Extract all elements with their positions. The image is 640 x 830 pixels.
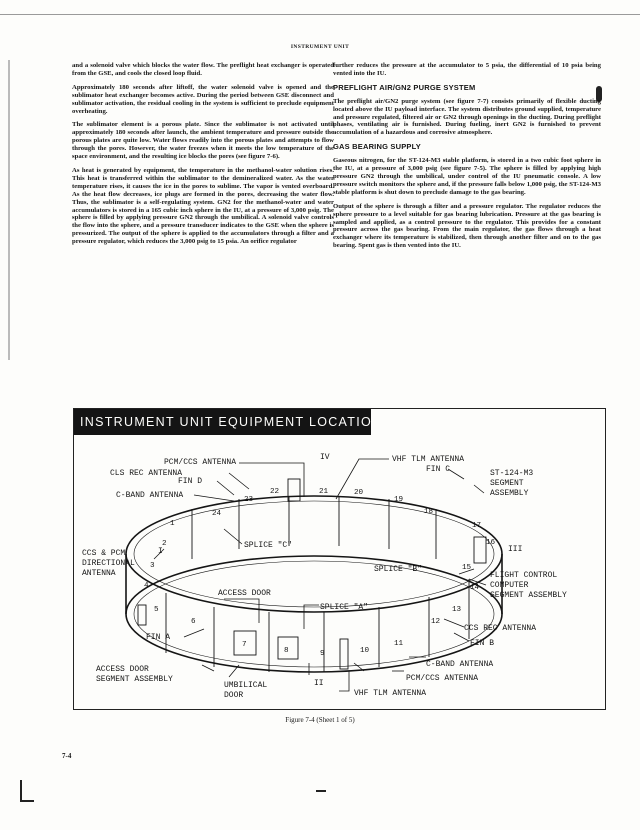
figure-banner: INSTRUMENT UNIT EQUIPMENT LOCATIONS [74, 409, 371, 435]
label-splice-b: SPLICE "B" [374, 565, 423, 574]
right-column [333, 62, 601, 256]
label-splice-a: SPLICE "A" [320, 603, 369, 612]
segment-number: 17 [472, 522, 482, 530]
segment-number: 8 [284, 647, 289, 655]
label-roman-iv: IV [320, 453, 330, 462]
segment-number: 15 [462, 564, 472, 572]
label-ccs-rec-antenna: CCS REC ANTENNA [464, 624, 537, 633]
segment-number: 24 [212, 510, 222, 518]
segment-number: 21 [319, 488, 329, 496]
segment-number: 7 [242, 641, 247, 649]
figure-caption: Figure 7-4 (Sheet 1 of 5) [285, 716, 355, 724]
label-roman-i: I [158, 547, 163, 556]
label-ccs-pcm-line3: ANTENNA [82, 569, 116, 578]
segment-number: 11 [394, 640, 404, 648]
paragraph: and a solenoid valve which blocks the water flow. The preflight heat exchanger is operated from the GSE, and cools the closed loop fluid. [72, 62, 334, 77]
segment-number: 10 [360, 647, 370, 655]
label-st124-line2: SEGMENT [490, 479, 524, 488]
label-flight-control-line1: FLIGHT CONTROL [490, 571, 558, 580]
segment-number: 23 [244, 496, 254, 504]
label-roman-ii: II [314, 679, 324, 688]
segment-number: 3 [150, 562, 155, 570]
label-ccs-pcm-line2: DIRECTIONAL [82, 559, 135, 568]
paragraph: further reduces the pressure at the accumulator to 5 psia, the differential of 10 psia being vented into the IU. [333, 62, 601, 77]
ring-inner-bottom [134, 561, 494, 667]
scan-corner-mark-2 [20, 800, 34, 802]
label-st124-line3: ASSEMBLY [490, 489, 529, 498]
paragraph: Output of the sphere is through a filter and a pressure regulator. The regulator reduces the sphere pressure to a level suitable for gas bearing lubrication. Pressure at the gas bearing is sampled and applied, as a control pressure to the regulator. This provides for a constant pressure across the gas bearing. From the main regulator, the gas flows through a heat exchanger where its temperature is stabilized, then through another filter and on to the gas bearing. Spent gas is then vented into the IU. [333, 202, 601, 250]
segment-number: 9 [320, 650, 325, 658]
ring-inner-top [134, 501, 494, 607]
page-number: 7-4 [62, 752, 72, 760]
label-fin-a: FIN A [146, 633, 171, 642]
label-st124-line1: ST-124-M3 [490, 469, 534, 478]
label-fin-c: FIN C [426, 465, 451, 474]
segment-number: 14 [470, 584, 480, 592]
segment-number: 20 [354, 489, 364, 497]
paragraph: Gaseous nitrogen, for the ST-124-M3 stable platform, is stored in a two cubic foot sphere in the IU, at a pressure of 3,000 psig (see figure 7-5). The sphere is filled by applying high pressure GN2 through the umbilical, under control of the IU pneumatic console. A low pressure switch monitors the sphere and, if the pressure falls below 1,000 psig, the ST-124-M3 stable platform is shut down to preclude damage to the gas bearing. [333, 157, 601, 196]
segment-dividers [166, 496, 469, 672]
label-fin-d: FIN D [178, 477, 203, 486]
paragraph: The preflight air/GN2 purge system (see figure 7-7) consists primarily of flexible ducting located above the IU payload interface. The system distributes ground supplied, temperature and pressure regulated, filtered air or GN2 through openings in the ducting. During preflight phases, ventilating air is furnished. During fueling, inert GN2 is furnished to prevent accumulation of a hazardous and corrosive atmosphere. [333, 97, 601, 137]
label-vhf-tlm-antenna-bottom: VHF TLM ANTENNA [354, 689, 427, 698]
label-flight-control-line3: SEGMENT ASSEMBLY [490, 591, 567, 600]
ring-outer-bottom [126, 556, 502, 672]
segment-number: 12 [431, 618, 441, 626]
segment-number: 1 [170, 520, 175, 528]
label-flight-control-line2: COMPUTER [490, 581, 529, 590]
paragraph: Approximately 180 seconds after liftoff, the water solenoid valve is opened and the sublimator heat exchanger becomes active. During the period between GSE disconnect and sublimator activation, the residual cooling in the system is sufficient to preclude equipment overheating. [72, 83, 334, 115]
page-header: INSTRUMENT UNIT [290, 44, 350, 50]
scan-bottom-tick [316, 790, 326, 792]
label-c-band-antenna-bottom: C-BAND ANTENNA [426, 660, 494, 669]
equipment-locations-figure [73, 408, 606, 710]
equipment-boxes [138, 479, 486, 669]
label-access-door: ACCESS DOOR [218, 589, 271, 598]
paragraph: As heat is generated by equipment, the temperature in the methanol-water solution rises. This heat is transferred within the sublimator to the demineralized water. As the water temperature rises, it causes the ice in the pores to sublime. The vapor is vented overboard. As the heat flow decreases, ice plugs are formed in the pores, decreasing the water flow. Thus, the sublimator is a self-regulating system. GN2 for the methanol-water and water accumulators is stored in a 165 cubic inch sphere in the IU, at a pressure of 3,000 psig. The sphere is filled by applying pressure GN2 through the umbilical. A solenoid valve controls the flow into the sphere, and a pressure transducer indicates to the GSE when the sphere is pressurized. The output of the sphere is applied to the accumulators through a filter and a pressure regulator, which reduces the 3,000 psig to 15 psia. An orifice regulator [72, 166, 334, 246]
segment-number: 5 [154, 606, 159, 614]
label-access-door-segment-line2: SEGMENT ASSEMBLY [96, 675, 173, 684]
section-heading: GAS BEARING SUPPLY [333, 142, 421, 152]
scan-left-margin-mark [8, 60, 10, 360]
left-column [72, 62, 334, 252]
segment-number: 4 [144, 582, 149, 590]
segment-number: 19 [394, 496, 404, 504]
ring-outer-top [126, 496, 502, 612]
label-pcm-ccs-antenna-bottom: PCM/CCS ANTENNA [406, 674, 479, 683]
scan-top-rule [0, 14, 640, 15]
label-roman-iii: III [508, 545, 523, 554]
scan-corner-mark [20, 780, 22, 802]
label-vhf-tlm-antenna-top: VHF TLM ANTENNA [392, 455, 465, 464]
label-umbilical-door-line1: UMBILICAL [224, 681, 268, 690]
section-heading: PREFLIGHT AIR/GN2 PURGE SYSTEM [333, 82, 476, 92]
ring-diagram [74, 409, 605, 709]
label-umbilical-door-line2: DOOR [224, 691, 244, 700]
label-pcm-ccs-antenna-top: PCM/CCS ANTENNA [164, 458, 237, 467]
label-cls-rec-antenna: CLS REC ANTENNA [110, 469, 183, 478]
label-fin-b: FIN B [470, 639, 495, 648]
label-splice-c: SPLICE "C" [244, 541, 293, 550]
segment-number: 2 [162, 540, 167, 548]
label-ccs-pcm-line1: CCS & PCM [82, 549, 126, 558]
segment-number: 18 [424, 508, 434, 516]
segment-number: 16 [486, 539, 496, 547]
segment-number: 6 [191, 618, 196, 626]
segment-number: 22 [270, 488, 280, 496]
paragraph: The sublimator element is a porous plate. Since the sublimator is not activated until approximately 180 seconds after launch, the ambient temperature and pressure outside the porous plates are quite low. Water flows readily into the porous plates and attempts to flow through the pores. However, the water freezes when it meets the low temperature of the space environment, and the resulting ice blocks the pores (see figure 7-6). [72, 121, 334, 161]
segment-number: 13 [452, 606, 462, 614]
label-c-band-antenna-left: C-BAND ANTENNA [116, 491, 184, 500]
label-access-door-segment-line1: ACCESS DOOR [96, 665, 149, 674]
